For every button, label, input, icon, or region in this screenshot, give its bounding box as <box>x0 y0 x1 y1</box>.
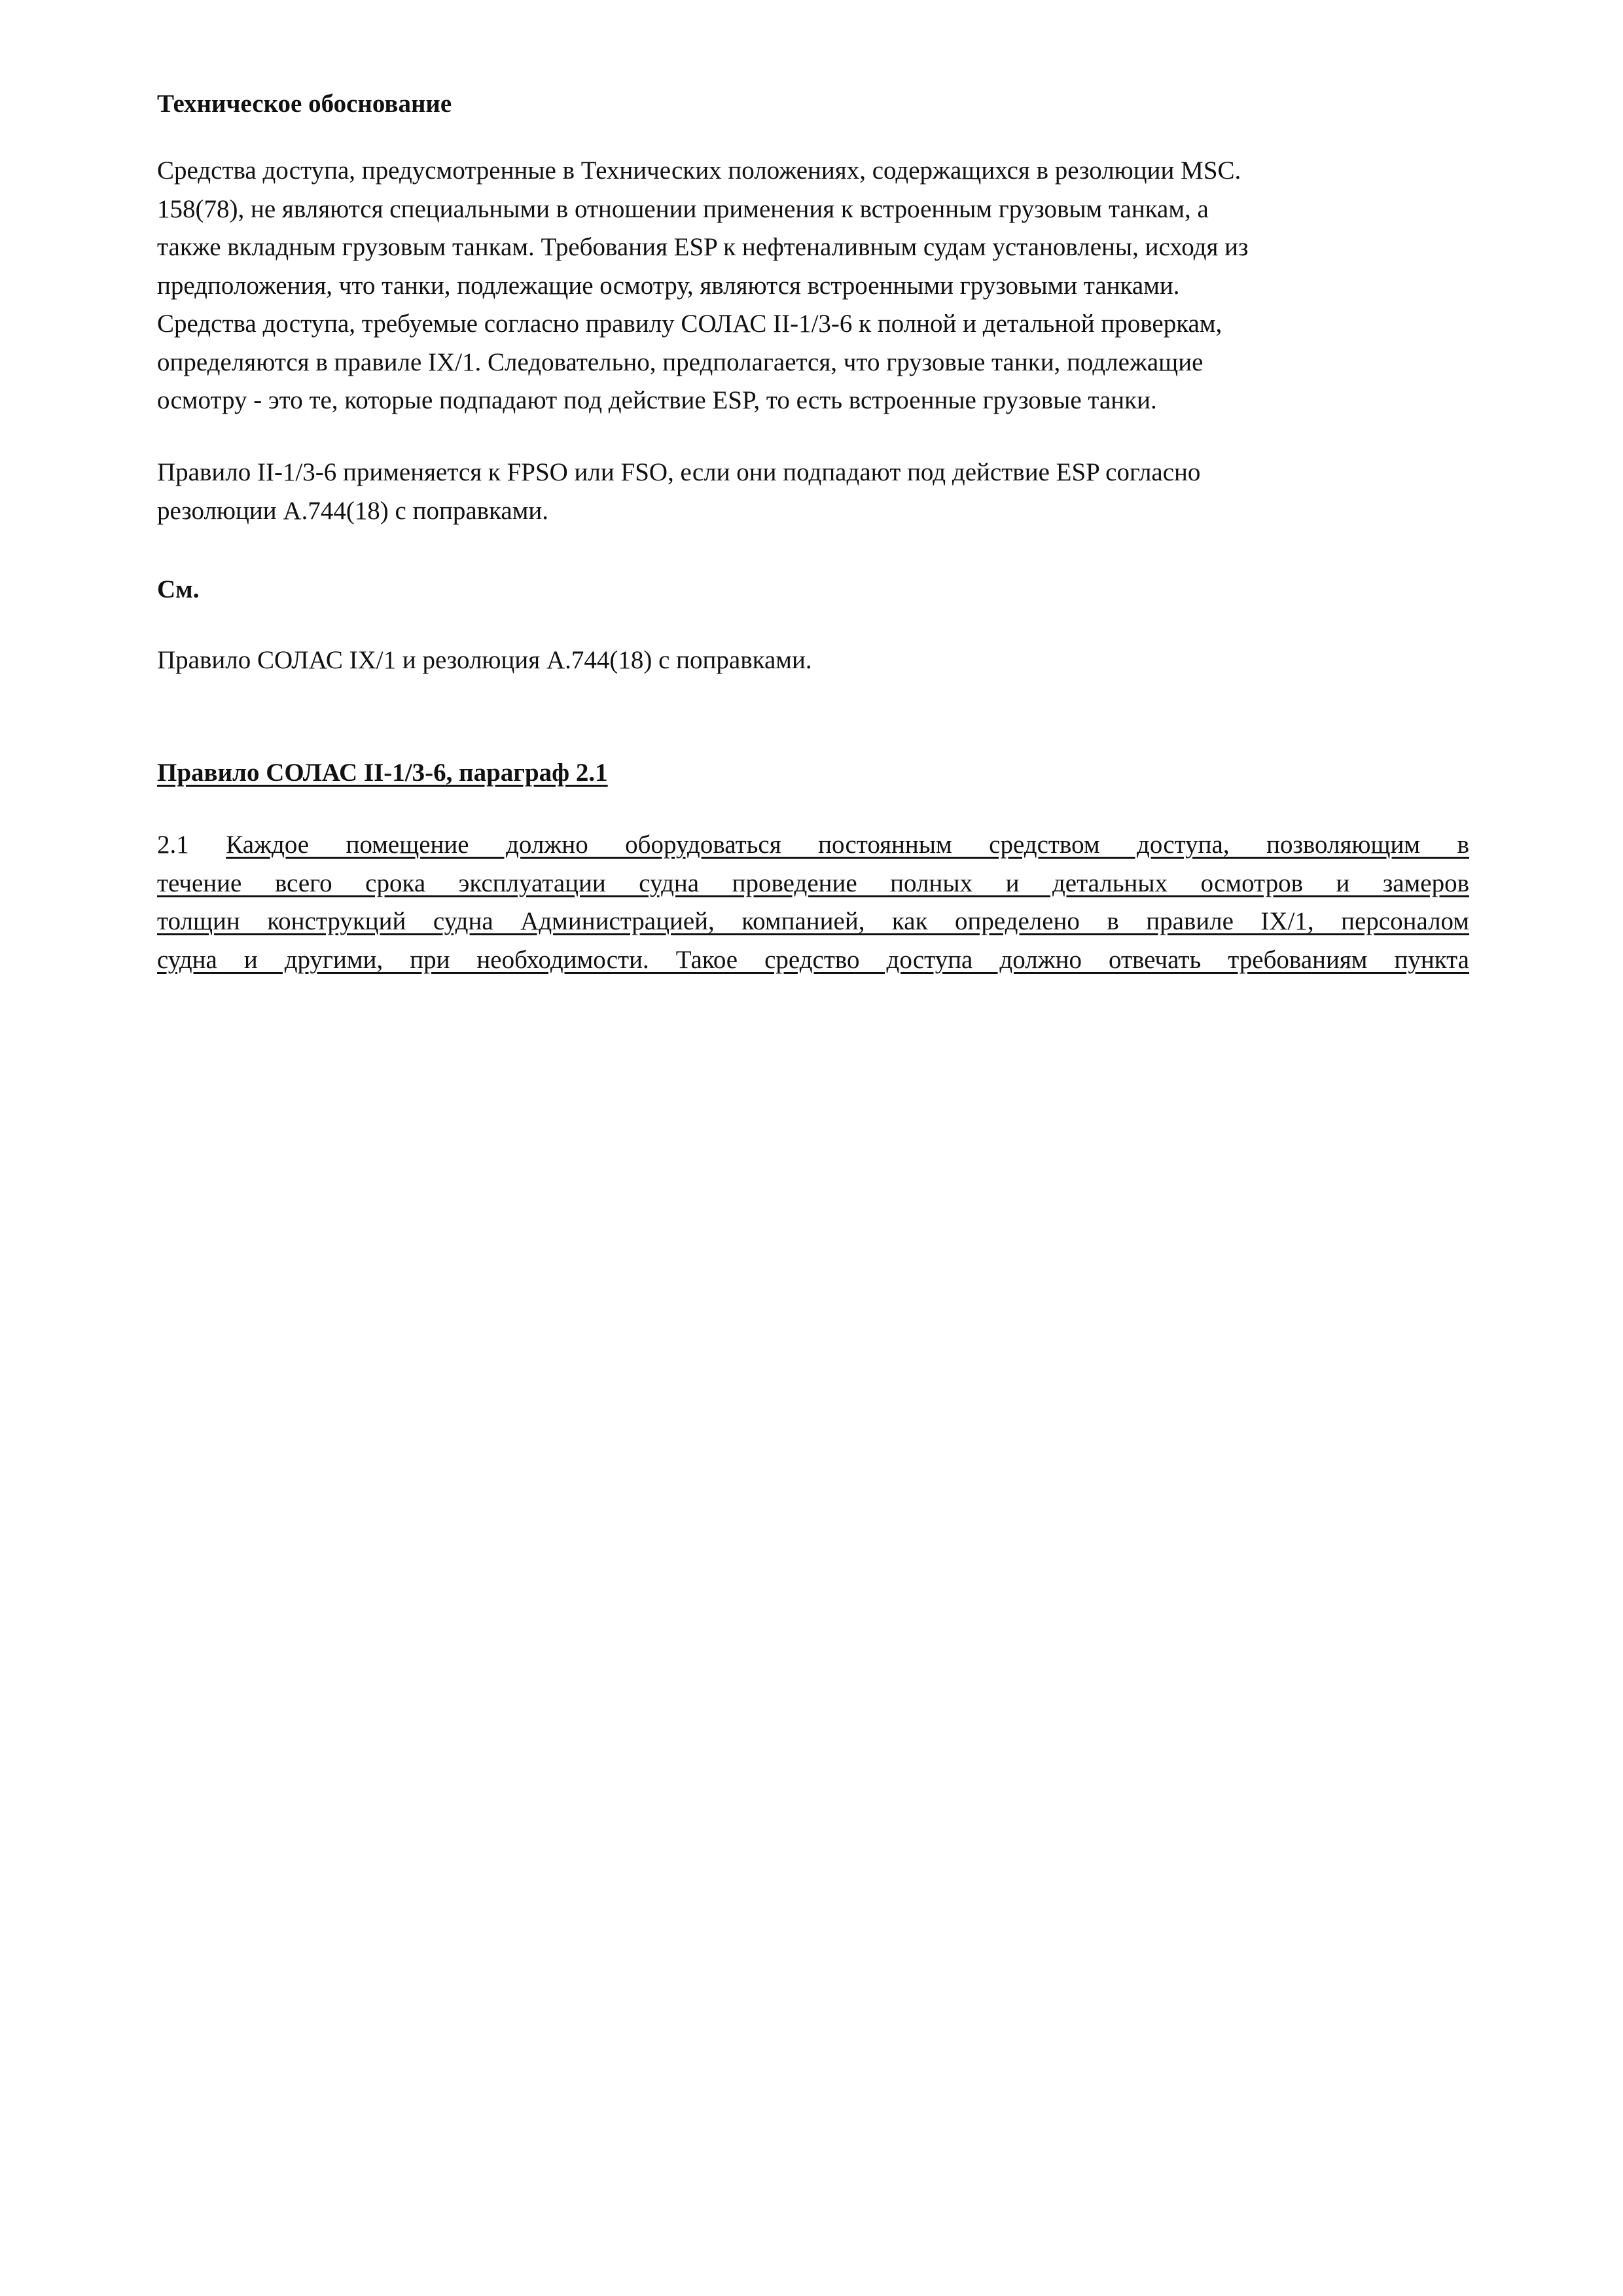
item-number: 2.1 <box>157 831 189 859</box>
justified-line: течение всего срока эксплуатации судна проведение полных и детальных осмотров и замеров <box>157 869 1469 897</box>
text-line: Средства доступа, предусмотренные в Технических положениях, содержащихся в резолюции MSC. <box>157 156 1241 185</box>
text-line: также вкладным грузовым танкам. Требования ESP к нефтеналивным судам установлены, исходя из <box>157 233 1249 261</box>
document-page <box>157 0 1469 2296</box>
text-line: определяются в правиле IX/1. Следовательно, предполагается, что грузовые танки, подлежащие <box>157 348 1204 376</box>
justified-line <box>157 826 1469 865</box>
justified-line: толщин конструкций судна Администрацией, компанией, как определено в правиле IX/1, персоналом <box>157 907 1469 935</box>
underlined-text: Каждое помещение должно оборудоваться постоянным средством доступа, позволяющим в <box>226 831 1469 859</box>
text-line: Правило II-1/3-6 применяется к FPSO или FSO, если они подпадают под действие ESP согласно <box>157 458 1201 486</box>
see-label: См. <box>157 575 200 603</box>
rule-paragraph-2-1 <box>157 826 1469 979</box>
paragraph-access-means <box>157 152 1469 420</box>
text-line: Средства доступа, требуемые согласно правилу СОЛАС II-1/3-6 к полной и детальной проверкам, <box>157 310 1222 338</box>
see-reference-text: Правило СОЛАС IX/1 и резолюция A.744(18) с поправками. <box>157 646 812 674</box>
section-heading-solas-rule: Правило СОЛАС II-1/3-6, параграф 2.1 <box>157 759 608 787</box>
text-line: осмотру - это те, которые подпадают под действие ESP, то есть встроенные грузовые танки. <box>157 386 1157 414</box>
text-line: 158(78), не являются специальными в отношении применения к встроенным грузовым танкам, а <box>157 194 1209 223</box>
text-line: резолюции A.744(18) с поправками. <box>157 496 549 525</box>
paragraph-fpso-fso <box>157 454 1469 530</box>
section-heading-technical-justification: Техническое обоснование <box>157 90 452 118</box>
text-line: предположения, что танки, подлежащие осмотру, являются встроенными грузовыми танками. <box>157 271 1180 300</box>
justified-line: судна и другими, при необходимости. Такое средство доступа должно отвечать требованиям пункта <box>157 945 1469 974</box>
